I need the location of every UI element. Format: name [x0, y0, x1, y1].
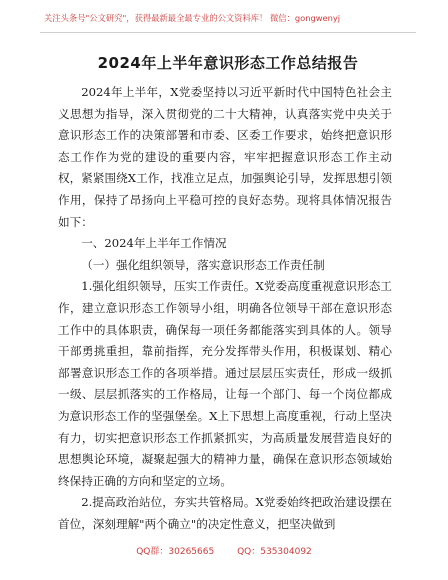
header-notice: 关注头条号"公文研究"，获得最新最全最专业的公文资料库！ 微信：gongwenyj [44, 13, 341, 23]
subsection-heading-1: （一）强化组织领导，落实意识形态工作责任制 [81, 257, 325, 272]
section-heading-1: 一、2024年上半年工作情况 [81, 236, 227, 251]
intro-paragraph: 2024年上半年，X党委坚持以习近平新时代中国特色社会主义思想为指导，深入贯彻党的二十大精神，认真落实党中央关于意识形态工作的决策部署和市委、区委工作要求，始终把意识形态工作作为党的建设的重要内容，牢牢把握意识形态工作主动权，紧紧围绕X工作，找准立足点，加强舆论引导，发挥思想引领作用，保持了昂扬向上平稳可控的良好态势。现将具体情况报告如下： [58, 85, 392, 229]
footer-qq: QQ：535304092 [237, 547, 312, 557]
header-divider [40, 32, 416, 33]
document-body [58, 82, 392, 535]
body-paragraph-2: 2.提高政治站位，夯实共管格局。X党委始终把政治建设摆在首位，深刻理解"两个确立"的决定性意义，把坚决做到 [58, 495, 392, 531]
document-title: 2024年上半年意识形态工作总结报告 [97, 54, 359, 72]
footer-contacts [0, 544, 448, 557]
body-paragraph-1: 1.强化组织领导，压实工作责任。X党委高度重视意识形态工作，建立意识形态工作领导小组，明确各位领导干部在意识形态工作中的具体职责，确保每一项任务都能落实到具体的人。领导干部勇挑重担，靠前指挥，充分发挥带头作用，积极谋划、精心部署意识形态工作的各项举措。通过层层压实责任，形成一级抓一级、层层抓落实的工作格局，让每一个部门、每一个岗位都成为意识形态工作的坚强堡垒。X上下思想上高度重视，行动上坚决有力，切实把意识形态工作抓紧抓实，为高质量发展营造良好的思想舆论环境，凝聚起强大的精神力量，确保在意识形态领域始终保持正确的方向和坚定的立场。 [58, 279, 392, 488]
footer-qq-group: QQ群：30265665 [136, 547, 215, 557]
